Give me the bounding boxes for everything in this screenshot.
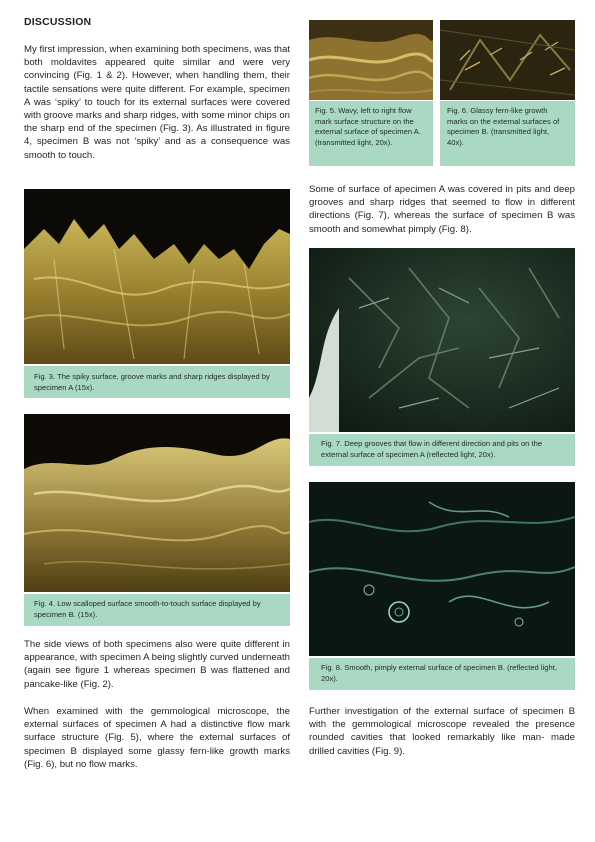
paragraph-microscope: When examined with the gemmological microscope, the external surfaces of specimen A had a distinctive flow mark surface structure (Fig. 5), where the external surfaces of specimen B displayed some glassy fern-like growth marks (Fig. 6), but no flow marks. <box>24 706 290 770</box>
section-heading: DISCUSSION <box>24 16 92 28</box>
paragraph-surface: Some of surface of apecimen A was covered in pits and deep grooves and sharp ridges that seemed to flow in different directions (Fig. 7), whereas the surface of specimen B was smooth and somewhat pimply (Fig. 8). <box>309 184 575 235</box>
figure-8-photo <box>309 482 575 656</box>
paragraph-intro: My first impression, when examining both specimens, was that both moldavites appeared quite similar and were very convincing (Fig. 1 & 2). However, when handling them, their tactile sensations were quite different. For example, specimen A was ‘spiky’ to touch for its external surfaces were covered with groove marks and sharp ridges, with some minor chips on the sharp end of the specimen (Fig. 3). As illustrated in figure 4, specimen B was not ‘spiky’ and as a consequence was smooth to touch. <box>24 44 290 161</box>
figure-3-caption: Fig. 3. The spiky surface, groove marks and sharp ridges displayed by specimen A (15x). <box>24 366 290 398</box>
figure-8-caption: Fig. 8. Smooth, pimply external surface of specimen B. (reflected light, 20x). <box>309 658 575 690</box>
figure-7-photo <box>309 248 575 432</box>
figure-5-caption: Fig. 5. Wavy, left to right flow mark surface structure on the external surface of specimen A. (transmitted light, 20x). <box>309 101 433 166</box>
figure-5-photo <box>309 20 433 100</box>
figure-7-caption: Fig. 7. Deep grooves that flow in different direction and pits on the external surface of specimen A (reflected light, 20x). <box>309 434 575 466</box>
figure-4-photo <box>24 414 290 592</box>
paragraph-further: Further investigation of the external surface of specimen B with the gemmological microscope revealed the presence rounded cavities that looked remarkably like man- made drilled cavities (Fig. 9). <box>309 706 575 757</box>
paragraph-side-views: The side views of both specimens also were quite different in appearance, with specimen A being slightly curved underneath (again see figure 1 whereas specimen B was flattened and pancake-like (Fig. 2). <box>24 639 290 690</box>
figure-4-caption: Fig. 4. Low scalloped surface smooth-to-touch surface displayed by specimen B. (15x). <box>24 594 290 626</box>
figure-6-caption: Fig. 6. Glassy fern-like growth marks on the external surfaces of specimen B. (transmitted light, 40x). <box>440 101 575 166</box>
figure-3-photo <box>24 189 290 364</box>
figure-6-photo <box>440 20 575 100</box>
